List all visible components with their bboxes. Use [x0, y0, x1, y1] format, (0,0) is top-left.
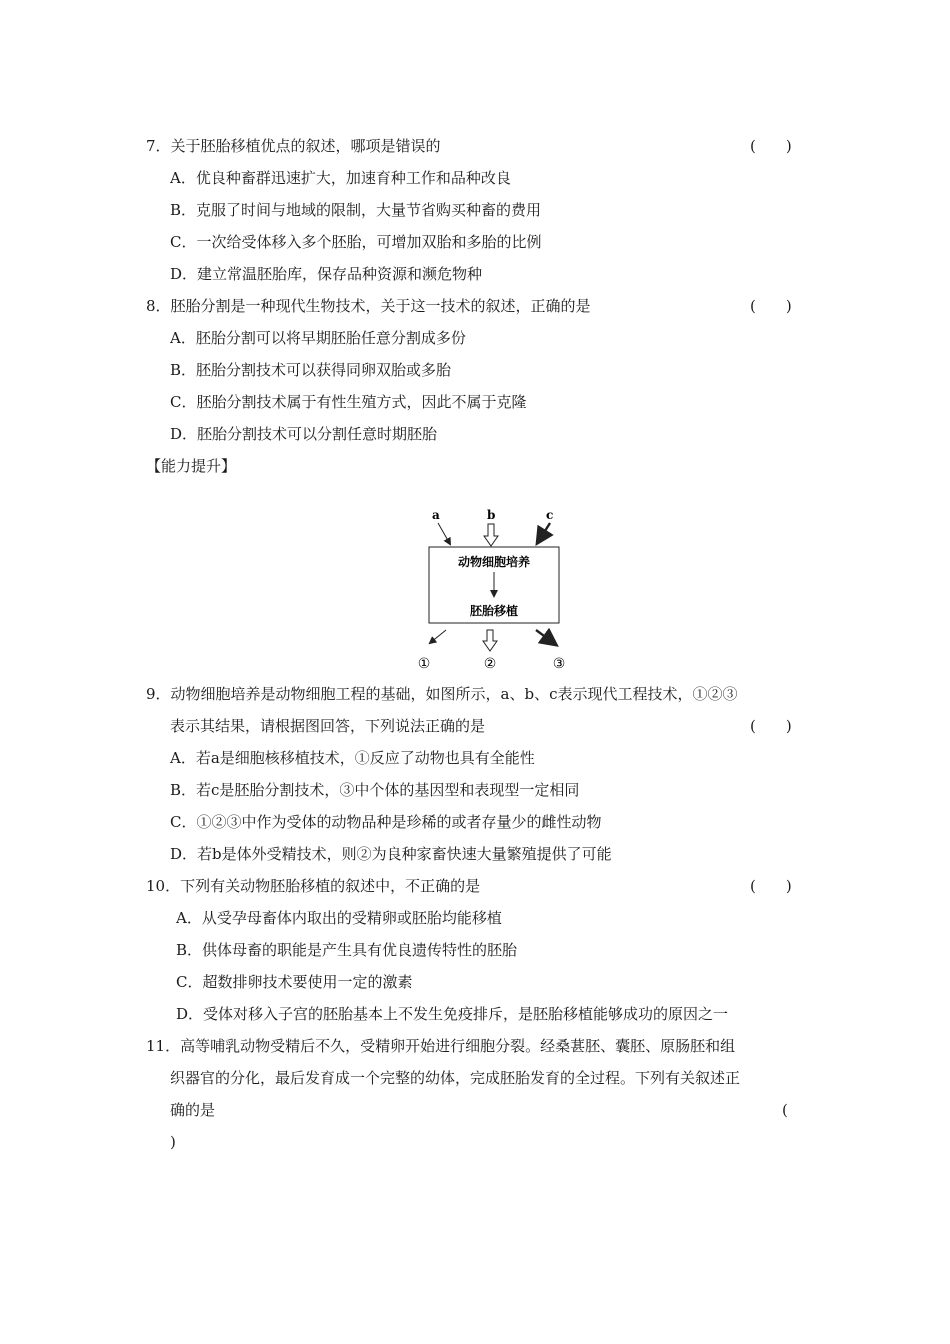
diagram-result-3: ③	[552, 656, 566, 672]
diagram-result-2: ②	[483, 656, 497, 672]
q9-option-c: C．①②③中作为受体的动物品种是珍稀的或者存量少的雌性动物	[170, 813, 602, 831]
q7-option-d: D．建立常温胚胎库，保存品种资源和濒危物种	[170, 265, 483, 283]
q9-stem-line2: 表示其结果，请根据图回答，下列说法正确的是	[170, 717, 486, 735]
q8-option-d: D．胚胎分割技术可以分割任意时期胚胎	[170, 425, 438, 443]
diagram-label-b: b	[487, 508, 496, 522]
diagram-result-1: ①	[417, 656, 431, 672]
q9-option-d: D．若b是体外受精技术，则②为良种家畜快速大量繁殖提供了可能	[170, 845, 612, 863]
section-heading: 【能力提升】	[146, 457, 237, 475]
q11-stem-line1: 11．高等哺乳动物受精后不久，受精卵开始进行细胞分裂。经桑葚胚、囊胚、原肠胚和组	[146, 1037, 736, 1055]
q10-stem: 10．下列有关动物胚胎移植的叙述中，不正确的是	[146, 877, 481, 895]
q9-option-a: A．若a是细胞核移植技术，①反应了动物也具有全能性	[170, 749, 535, 767]
q10-option-b: B．供体母畜的职能是产生具有优良遗传特性的胚胎	[176, 941, 518, 959]
box-label-embryo-transfer: 胚胎移植	[469, 604, 519, 618]
q8-option-c: C．胚胎分割技术属于有性生殖方式，因此不属于克隆	[170, 393, 527, 411]
arrow-a	[438, 523, 450, 544]
arrow-out-1	[430, 630, 446, 643]
q8-option-a: A．胚胎分割可以将早期胚胎任意分割成多份	[170, 329, 466, 347]
box-label-cell-culture: 动物细胞培养	[457, 555, 531, 569]
q11-paren-open: (	[782, 1101, 788, 1119]
q10-option-d: D．受体对移入子宫的胚胎基本上不发生免疫排斥，是胚胎移植能够成功的原因之一	[176, 1005, 729, 1023]
q10-answer-paren: ( )	[750, 877, 792, 895]
q7-stem: 7．关于胚胎移植优点的叙述，哪项是错误的	[146, 137, 441, 155]
q8-answer-paren: ( )	[750, 297, 792, 315]
arrow-c	[538, 523, 550, 542]
cell-culture-diagram	[400, 500, 600, 680]
q9-stem-line1: 9．动物细胞培养是动物细胞工程的基础，如图所示，a、b、c表示现代工程技术，①②③	[146, 685, 738, 703]
diagram-label-c: c	[546, 508, 554, 522]
q11-stem-line3: 确的是	[170, 1101, 216, 1119]
q8-stem: 8．胚胎分割是一种现代生物技术，关于这一技术的叙述，正确的是	[146, 297, 591, 315]
diagram-label-a: a	[432, 508, 440, 522]
q7-answer-paren: ( )	[750, 137, 792, 155]
q8-option-b: B．胚胎分割技术可以获得同卵双胎或多胎	[170, 361, 452, 379]
q11-paren-close: )	[170, 1133, 176, 1151]
arrow-b	[484, 524, 498, 546]
q7-option-b: B．克服了时间与地域的限制，大量节省购买种畜的费用	[170, 201, 542, 219]
q9-answer-paren: ( )	[750, 717, 792, 735]
arrow-out-3	[536, 630, 555, 644]
q11-stem-line2: 织器官的分化，最后发育成一个完整的幼体，完成胚胎发育的全过程。下列有关叙述正	[170, 1069, 741, 1087]
q7-option-c: C．一次给受体移入多个胚胎，可增加双胎和多胎的比例	[170, 233, 542, 251]
q7-option-a: A．优良种畜群迅速扩大，加速育种工作和品种改良	[170, 169, 511, 187]
q10-option-a: A．从受孕母畜体内取出的受精卵或胚胎均能移植	[176, 909, 502, 927]
arrow-out-2	[483, 630, 497, 651]
q10-option-c: C．超数排卵技术要使用一定的激素	[176, 973, 413, 991]
q9-option-b: B．若c是胚胎分割技术，③中个体的基因型和表现型一定相同	[170, 781, 580, 799]
